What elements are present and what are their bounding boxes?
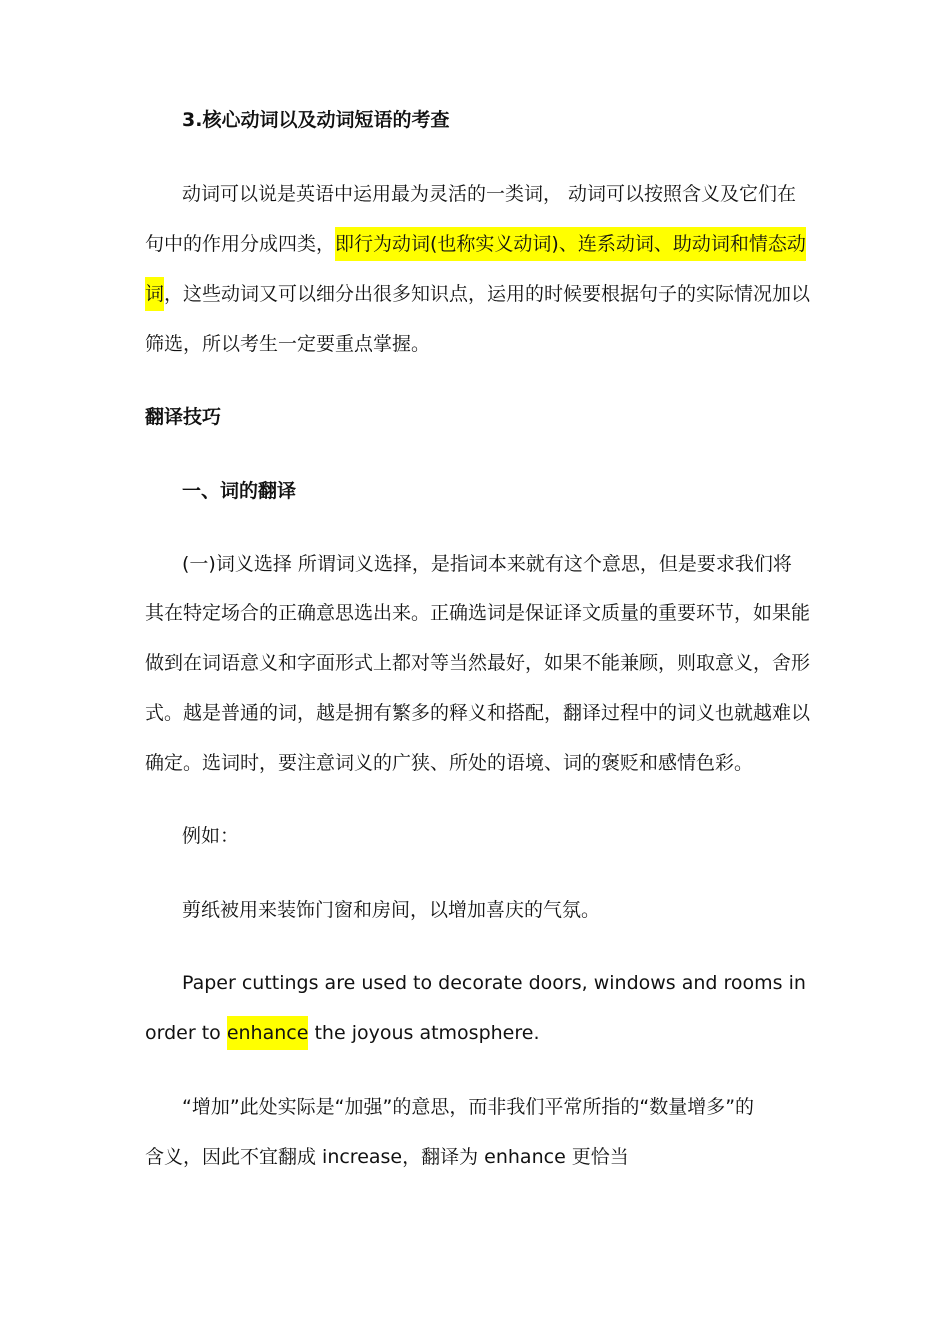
paragraph-line: 筛选，所以考生一定要重点掌握。 [145, 333, 431, 355]
text-segment: 句中的作用分成四类， [145, 233, 336, 255]
example-english-line: Paper cuttings are used to decorate doors, windows and rooms in [182, 972, 806, 994]
paragraph-line: 确定。选词时，要注意词义的广狭、所处的语境、词的褒贬和感情色彩。 [145, 752, 754, 774]
section-heading: 3.核心动词以及动词短语的考查 [182, 109, 450, 131]
text-segment: the joyous atmosphere. [308, 1022, 540, 1044]
example-label: 例如： [182, 825, 240, 847]
paragraph-line [145, 230, 825, 258]
paragraph-line: (一)词义选择 所谓词义选择，是指词本来就有这个意思，但是要求我们将 [182, 553, 792, 575]
paragraph-line: 式。越是普通的词，越是拥有繁多的释义和搭配，翻译过程中的词义也就越难以 [145, 702, 811, 724]
sub-heading: 一、词的翻译 [182, 480, 297, 502]
example-english-line [145, 1019, 825, 1047]
note-line: 含义，因此不宜翻成 increase，翻译为 enhance 更恰当 [145, 1146, 629, 1168]
highlighted-text: 即行为动词(也称实义动词)、连系动词、助动词和情态动 [335, 227, 806, 261]
paragraph-line: 其在特定场合的正确意思选出来。正确选词是保证译文质量的重要环节，如果能 [145, 602, 811, 624]
highlighted-text: enhance [227, 1016, 309, 1050]
example-chinese: 剪纸被用来装饰门窗和房间，以增加喜庆的气氛。 [182, 899, 601, 921]
note-line: “增加”此处实际是“加强”的意思，而非我们平常所指的“数量增多”的 [182, 1096, 755, 1118]
section-heading: 翻译技巧 [145, 406, 222, 428]
paragraph-line: 动词可以说是英语中运用最为灵活的一类词， 动词可以按照含义及它们在 [182, 183, 797, 205]
text-segment: ，这些动词又可以细分出很多知识点，运用的时候要根据句子的实际情况加以 [164, 283, 811, 305]
paragraph-line: 做到在词语意义和字面形式上都对等当然最好，如果不能兼顾，则取意义，舍形 [145, 652, 811, 674]
text-segment: order to [145, 1022, 227, 1044]
highlighted-text: 词 [145, 277, 164, 311]
paragraph-line [145, 280, 825, 308]
